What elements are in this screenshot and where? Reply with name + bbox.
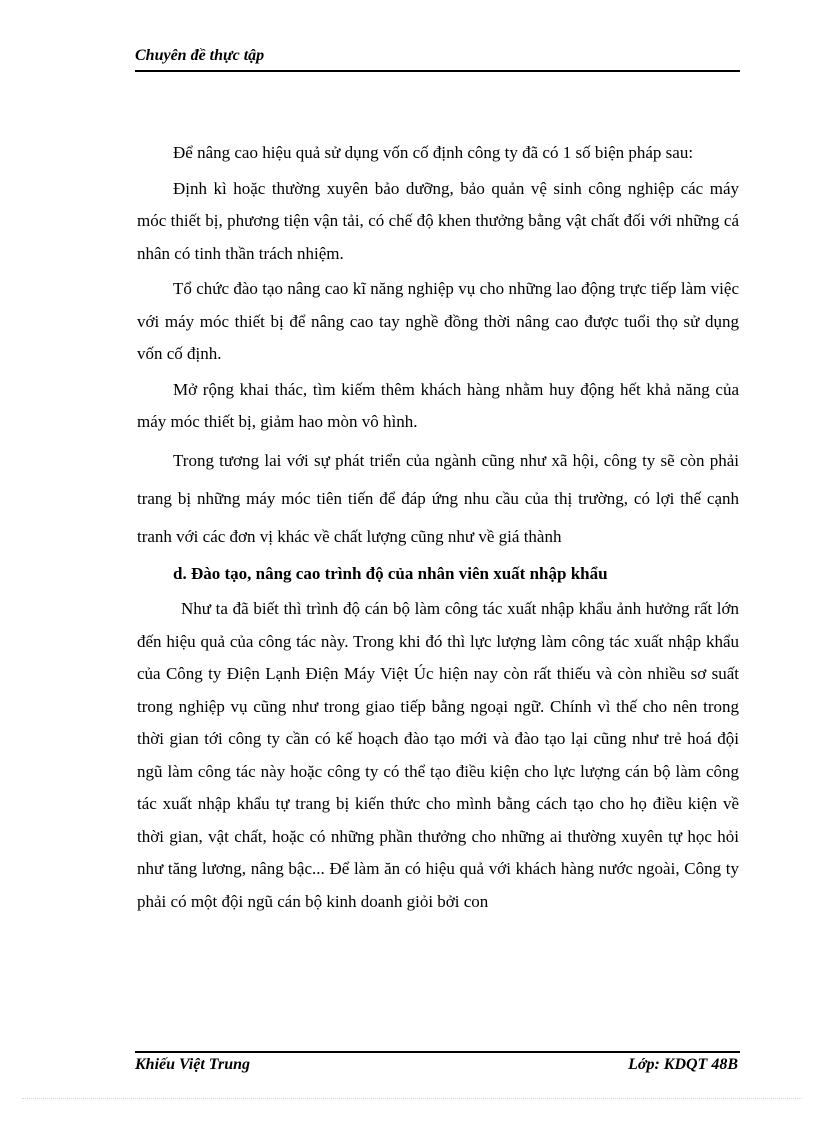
section-heading: d. Đào tạo, nâng cao trình độ của nhân viên xuất nhập khẩu xyxy=(173,563,608,583)
paragraph-expansion: Mở rộng khai thác, tìm kiếm thêm khách hàng nhằm huy động hết khả năng của máy móc thiết bị, giảm hao mòn vô hình. xyxy=(137,379,739,431)
paragraph-staff-training: Như ta đã biết thì trình độ cán bộ làm công tác xuất nhập khẩu ảnh hưởng rất lớn đến hiệu quả của công tác này. Trong khi đó thì lực lượng làm công tác xuất nhập khẩu của Công ty Điện Lạnh Điện Máy Việt Úc hiện nay còn rất thiếu và còn nhiều sơ suất trong nghiệp vụ cũng như trong giao tiếp bằng ngoại ngữ. Chính vì thế cho nên trong thời gian tới công ty cần có kế hoạch đào tạo mới và đào tạo lại cũng như trẻ hoá đội ngũ làm công tác này hoặc công ty có thể tạo điều kiện cho lực lượng cán bộ làm công tác xuất nhập khẩu tự trang bị kiến thức cho mình bằng cách tạo cho họ điều kiện về thời gian, vật chất, hoặc có những phần thưởng cho những ai thường xuyên tự học hỏi như tăng lương, nâng bậc... Để làm ăn có hiệu quả với khách hàng nước ngoài, Công ty phải có một đội ngũ cán bộ kinh doanh giỏi bởi con xyxy=(137,599,739,911)
header-divider xyxy=(135,70,740,72)
paragraph-future: Trong tương lai với sự phát triển của ngành cũng như xã hội, công ty sẽ còn phải trang bị những máy móc tiên tiến để đáp ứng nhu cầu của thị trường, có lợi thế cạnh tranh với các đơn vị khác về chất lượng cũng như về giá thành xyxy=(137,450,739,546)
page-edge-divider xyxy=(22,1098,802,1099)
document-body xyxy=(137,137,739,918)
footer-divider xyxy=(135,1051,740,1053)
footer-class-label: Lớp: KDQT 48B xyxy=(628,1056,738,1073)
footer-author: Khiếu Việt Trung xyxy=(135,1056,250,1073)
paragraph-maintenance: Định kì hoặc thường xuyên bảo dưỡng, bảo quản vệ sinh công nghiệp các máy móc thiết bị, phương tiện vận tải, có chế độ khen thưởng bằng vật chất đối với những cá nhân có tinh thần trách nhiệm. xyxy=(137,178,739,263)
paragraph-training: Tổ chức đào tạo nâng cao kĩ năng nghiệp vụ cho những lao động trực tiếp làm việc với máy móc thiết bị để nâng cao tay nghề đồng thời nâng cao được tuổi thọ sử dụng vốn cố định. xyxy=(137,279,739,363)
page-header-title: Chuyên đề thực tập xyxy=(135,47,265,64)
paragraph-intro: Để nâng cao hiệu quả sử dụng vốn cố định công ty đã có 1 số biện pháp sau: xyxy=(173,143,694,162)
